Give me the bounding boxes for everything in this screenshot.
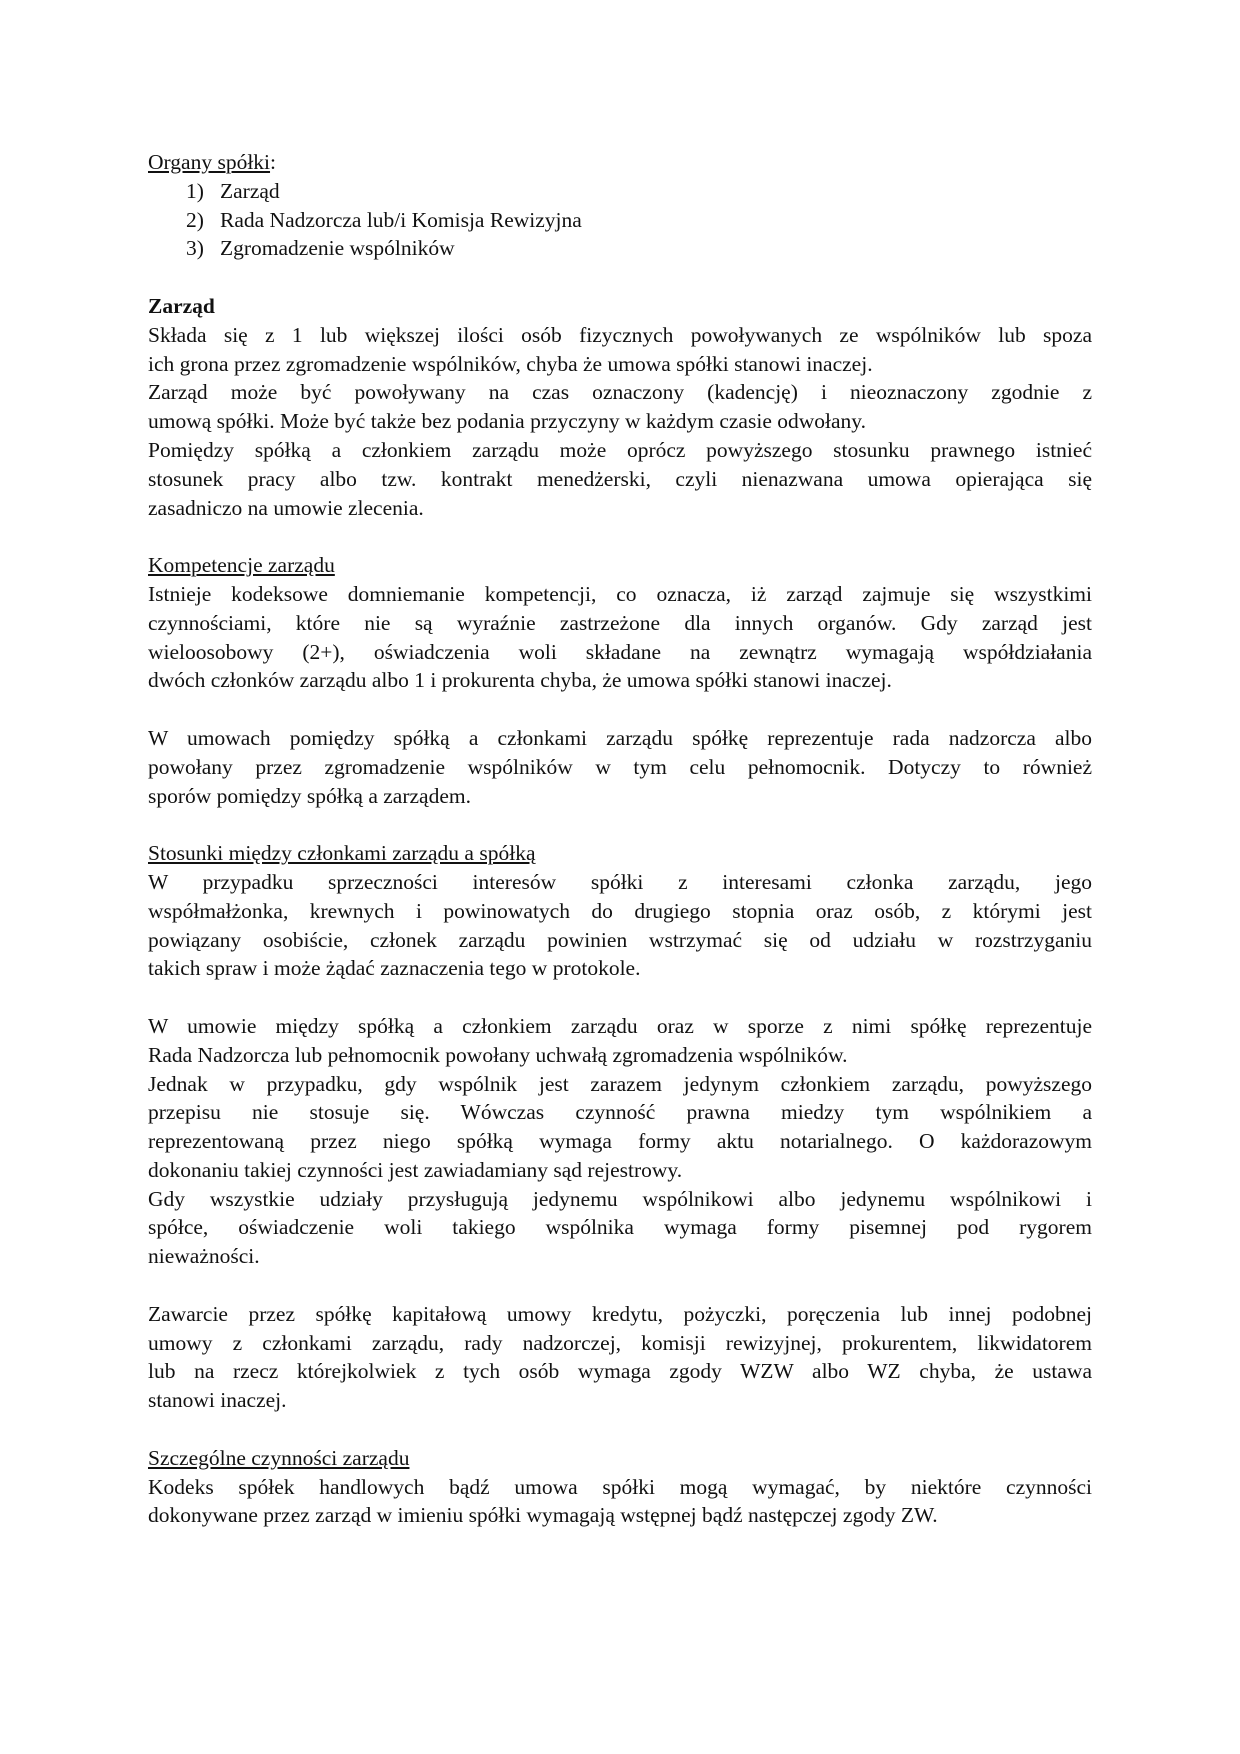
paragraph-szczegolne [148, 1473, 1092, 1531]
list-text: Rada Nadzorcza lub/i Komisja Rewizyjna [220, 207, 582, 232]
heading-text: Szczególne czynności zarządu [148, 1445, 410, 1470]
blank-line [148, 1415, 1092, 1444]
text-line: takich spraw i może żądać zaznaczenia tego w protokole. [148, 956, 641, 981]
list-text: Zgromadzenie wspólników [220, 236, 455, 261]
text-line: spółce, oświadczenie woli takiego wspólnika wymaga formy pisemnej pod rygorem [148, 1215, 1092, 1240]
text-line: W umowach pomiędzy spółką a członkami zarządu spółkę reprezentuje rada nadzorcza albo [148, 725, 1092, 750]
paragraph-kompetencje [148, 580, 1092, 695]
text-line: Kodeks spółek handlowych bądź umowa spółki mogą wymagać, by niektóre czynności [148, 1474, 1092, 1499]
text-line: umową spółki. Może być także bez podania przyczyny w każdym czasie odwołany. [148, 409, 867, 434]
text-line: nieważności. [148, 1244, 260, 1269]
paragraph-kredyt [148, 1300, 1092, 1415]
text-line: przepisu nie stosuje się. Wówczas czynność prawna miedzy tym wspólnikiem a [148, 1100, 1092, 1125]
paragraph-reprezentacja [148, 1012, 1092, 1070]
text-line: sporów pomiędzy spółką a zarządem. [148, 783, 471, 808]
list-item [148, 177, 1092, 206]
paragraph-udzialy [148, 1185, 1092, 1271]
section-heading-zarzad: Zarząd [148, 293, 215, 318]
text-line: dokonaniu takiej czynności jest zawiadamiany sąd rejestrowy. [148, 1157, 683, 1182]
blank-line [148, 695, 1092, 724]
text-line: dokonywane przez zarząd w imieniu spółki wymagają wstępnej bądź następczej zgody ZW. [148, 1503, 938, 1528]
text-line: czynnościami, które nie są wyraźnie zastrzeżone dla innych organów. Gdy zarząd jest [148, 610, 1092, 635]
blank-line [148, 810, 1092, 839]
heading-suffix: : [270, 150, 277, 174]
blank-line [148, 263, 1092, 292]
text-line: stosunek pracy albo tzw. kontrakt menedżerski, czyli nienazwana umowa opierająca się [148, 466, 1092, 491]
text-line: Zawarcie przez spółkę kapitałową umowy kredytu, pożyczki, poręczenia lub innej podobnej [148, 1301, 1092, 1326]
text-line: Składa się z 1 lub większej ilości osób fizycznych powoływanych ze wspólników lub spoza [148, 322, 1092, 347]
list-item [148, 234, 1092, 263]
list-number: 3) [186, 236, 204, 261]
paragraph-sprzecznosc [148, 868, 1092, 983]
text-line: współmałżonka, krewnych i powinowatych do drugiego stopnia oraz osób, z którymi jest [148, 898, 1092, 923]
heading-text: Organy spółki [148, 150, 271, 174]
text-line: W przypadku sprzeczności interesów spółki z interesami członka zarządu, jego [148, 869, 1092, 894]
section-heading-szczegolne [148, 1444, 1092, 1473]
section-heading-organy [148, 148, 1092, 177]
heading-text: Kompetencje zarządu [148, 553, 335, 578]
list-number: 2) [186, 207, 204, 232]
text-line: Jednak w przypadku, gdy wspólnik jest zarazem jedynym członkiem zarządu, powyższego [148, 1071, 1092, 1096]
text-line: stanowi inaczej. [148, 1388, 287, 1413]
blank-line [148, 522, 1092, 551]
paragraph-jedyny-wspolnik [148, 1070, 1092, 1185]
text-line: lub na rzecz którejkolwiek z tych osób wymaga zgody WZW albo WZ chyba, że ustawa [148, 1359, 1092, 1384]
text-line: powiązany osobiście, członek zarządu powinien wstrzymać się od udziału w rozstrzyganiu [148, 927, 1092, 952]
blank-line [148, 1271, 1092, 1300]
text-line: wieloosobowy (2+), oświadczenia woli składane na zewnątrz wymagają współdziałania [148, 639, 1092, 664]
text-line: Pomiędzy spółką a członkiem zarządu może oprócz powyższego stosunku prawnego istnieć [148, 437, 1092, 462]
text-line: Zarząd może być powoływany na czas oznaczony (kadencję) i nieoznaczony zgodnie z [148, 380, 1092, 405]
blank-line [148, 983, 1092, 1012]
paragraph-umowy [148, 724, 1092, 810]
list-item [148, 206, 1092, 235]
section-heading-kompetencje [148, 551, 1092, 580]
list-text: Zarząd [220, 178, 280, 203]
text-line: Gdy wszystkie udziały przysługują jedynemu wspólnikowi albo jedynemu wspólnikowi i [148, 1186, 1092, 1211]
heading-text: Stosunki między członkami zarządu a spółką [148, 841, 536, 866]
paragraph-sklad [148, 321, 1092, 379]
text-line: umowy z członkami zarządu, rady nadzorczej, komisji rewizyjnej, prokurentem, likwidatorem [148, 1330, 1092, 1355]
document-page [148, 148, 1092, 1530]
text-line: ich grona przez zgromadzenie wspólników, chyba że umowa spółki stanowi inaczej. [148, 351, 873, 376]
text-line: Rada Nadzorcza lub pełnomocnik powołany uchwałą zgromadzenia wspólników. [148, 1042, 848, 1067]
paragraph-powolywanie [148, 378, 1092, 436]
text-line: Istnieje kodeksowe domniemanie kompetencji, co oznacza, iż zarząd zajmuje się wszystkimi [148, 581, 1092, 606]
section-heading-stosunki [148, 839, 1092, 868]
text-line: W umowie między spółką a członkiem zarządu oraz w sporze z nimi spółkę reprezentuje [148, 1013, 1092, 1038]
paragraph-stosunek-pracy [148, 436, 1092, 522]
text-line: zasadniczo na umowie zlecenia. [148, 495, 424, 520]
organs-list [148, 177, 1092, 263]
list-number: 1) [186, 178, 204, 203]
text-line: reprezentowaną przez niego spółką wymaga formy aktu notarialnego. O każdorazowym [148, 1129, 1092, 1154]
text-line: dwóch członków zarządu albo 1 i prokurenta chyba, że umowa spółki stanowi inaczej. [148, 668, 892, 693]
text-line: powołany przez zgromadzenie wspólników w tym celu pełnomocnik. Dotyczy to również [148, 754, 1092, 779]
